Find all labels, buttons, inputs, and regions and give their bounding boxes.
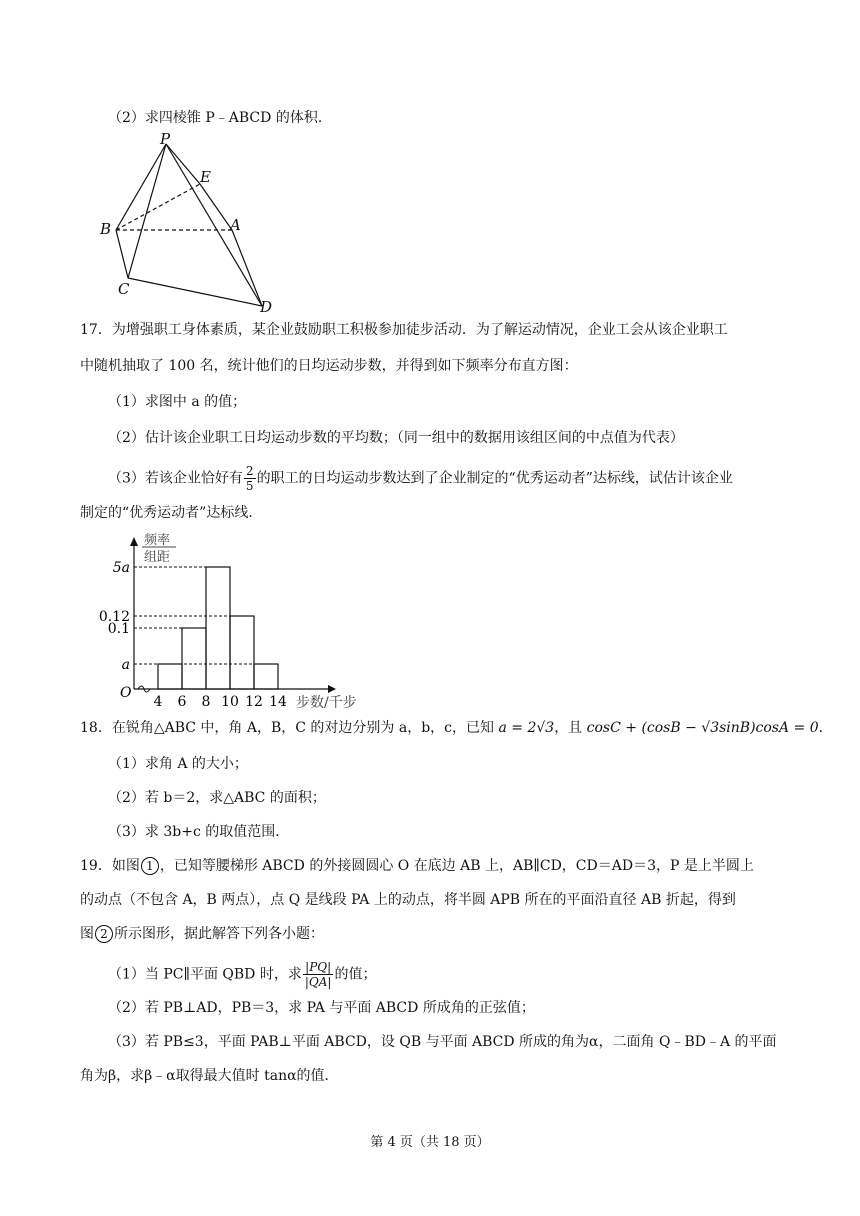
histogram-bar (206, 567, 230, 689)
label-E: E (200, 168, 211, 186)
frac-numerator: |PQ| (303, 960, 334, 975)
q19-part2: （2）若 PB⊥AD，PB＝3，求 PA 与平面 ABCD 所成角的正弦值； (108, 1000, 535, 1016)
x-tick-label: 14 (269, 694, 287, 710)
histogram-bar (230, 616, 254, 689)
y-tick-label: a (121, 657, 130, 673)
x-axis-arrow (328, 685, 336, 693)
label-C: C (118, 280, 130, 298)
q19-part1-pre: （1）当 PC∥平面 QBD 时，求 (108, 966, 302, 983)
label-P: P (160, 130, 171, 148)
q18-part2: （2）若 b＝2，求△ABC 的面积； (108, 790, 326, 806)
y-tick-label: 5a (112, 560, 130, 576)
q19-line1 (80, 856, 754, 876)
x-tick-label: 10 (221, 694, 239, 710)
histogram-bar (182, 628, 206, 689)
q19-line3 (80, 924, 324, 944)
q17-line2: 中随机抽取了 100 名，统计他们的日均运动步数，并得到如下频率分布直方图： (80, 358, 578, 374)
y-axis-label-bottom: 组距 (144, 550, 171, 565)
q19-part3-line2: 角为β，求β﹣α取得最大值时 tanα的值． (80, 1068, 339, 1084)
q17-part1: （1）求图中 a 的值； (108, 394, 247, 410)
q17-line1: 17．为增强职工身体素质，某企业鼓励职工积极参加徒步活动．为了解运动情况，企业工会从该企业职工 (80, 322, 728, 338)
frac-numerator: 2 (245, 464, 254, 478)
frac-denominator: 5 (245, 479, 254, 493)
label-B: B (100, 220, 112, 238)
q18-intro-b: ，且 (554, 720, 587, 736)
q19-line1-a: 19．如图 (80, 858, 140, 874)
q17-part2: （2）估计该企业职工日均运动步数的平均数；（同一组中的数据用该组区间的中点值为代表） (108, 430, 684, 446)
y-axis-label-top: 频率 (144, 533, 171, 548)
q17-part3 (108, 464, 733, 493)
q17-part3-line2: 制定的“优秀运动者”达标线． (80, 505, 263, 521)
q19-line3-b: 所示图形，据此解答下列各小题： (114, 926, 324, 942)
y-axis-arrow (130, 537, 138, 546)
q18-intro (80, 718, 833, 738)
q19-part3-line1: （3）若 PB≤3，平面 PAB⊥平面 ABCD，设 QB 与平面 ABCD 所成的角为α，二面角 Q﹣BD﹣A 的平面 (108, 1034, 777, 1050)
x-tick-label: 8 (201, 694, 211, 710)
circled-one: 1 (141, 857, 159, 875)
q17-fraction (244, 464, 256, 493)
q19-line1-b: ，已知等腰梯形 ABCD 的外接圆圆心 O 在底边 AB 上，AB∥CD，CD＝AD＝3，P 是上半圆上 (159, 858, 754, 874)
q18-intro-c: ． (818, 720, 833, 736)
x-tick-label: 4 (153, 694, 163, 710)
x-tick-label: 12 (245, 694, 263, 710)
page-footer: 第 4 页（共 18 页） (370, 1135, 490, 1150)
q19-line2: 的动点（不包含 A，B 两点），点 Q 是线段 PA 上的动点，将半圆 APB 所在的平面沿直径 AB 折起，得到 (80, 892, 736, 908)
q18-intro-a: 18．在锐角△ABC 中，角 A，B，C 的对边分别为 a，b，c，已知 (80, 720, 499, 736)
q17-part3-pre: （3）若该企业恰好有 (108, 470, 243, 487)
frac-denominator: |QA| (304, 975, 332, 989)
q16-part2: （2）求四棱锥 P﹣ABCD 的体积． (108, 110, 332, 126)
q18-eq2: cosC + (cosB − √3sinB)cosA = 0 (586, 720, 819, 736)
circled-two: 2 (95, 925, 113, 943)
q18-part1: （1）求角 A 的大小； (108, 756, 248, 772)
histogram-bar (254, 664, 278, 689)
q17-part3-post: 的职工的日均运动步数达到了企业制定的“优秀运动者”达标线，试估计该企业 (256, 470, 733, 487)
q18-eq1: a = 2√3 (498, 720, 555, 736)
q19-line3-a: 图 (80, 926, 94, 942)
q19-fraction (303, 960, 334, 989)
x-axis-label: 步数/千步 (296, 695, 357, 711)
y-tick-label: 0.12 (98, 609, 130, 625)
label-A: A (230, 216, 241, 234)
frequency-histogram (98, 533, 368, 711)
origin-label: O (120, 685, 132, 701)
q19-part1-post: 的值； (334, 966, 377, 983)
pyramid-figure (96, 130, 286, 316)
y-tick-label: 0.1 (107, 621, 130, 637)
x-tick-label: 6 (177, 694, 187, 710)
q19-part1 (108, 960, 376, 989)
q18-part3: （3）求 3b+c 的取值范围． (108, 824, 290, 840)
histogram-bar (158, 664, 182, 689)
label-D: D (260, 298, 273, 316)
